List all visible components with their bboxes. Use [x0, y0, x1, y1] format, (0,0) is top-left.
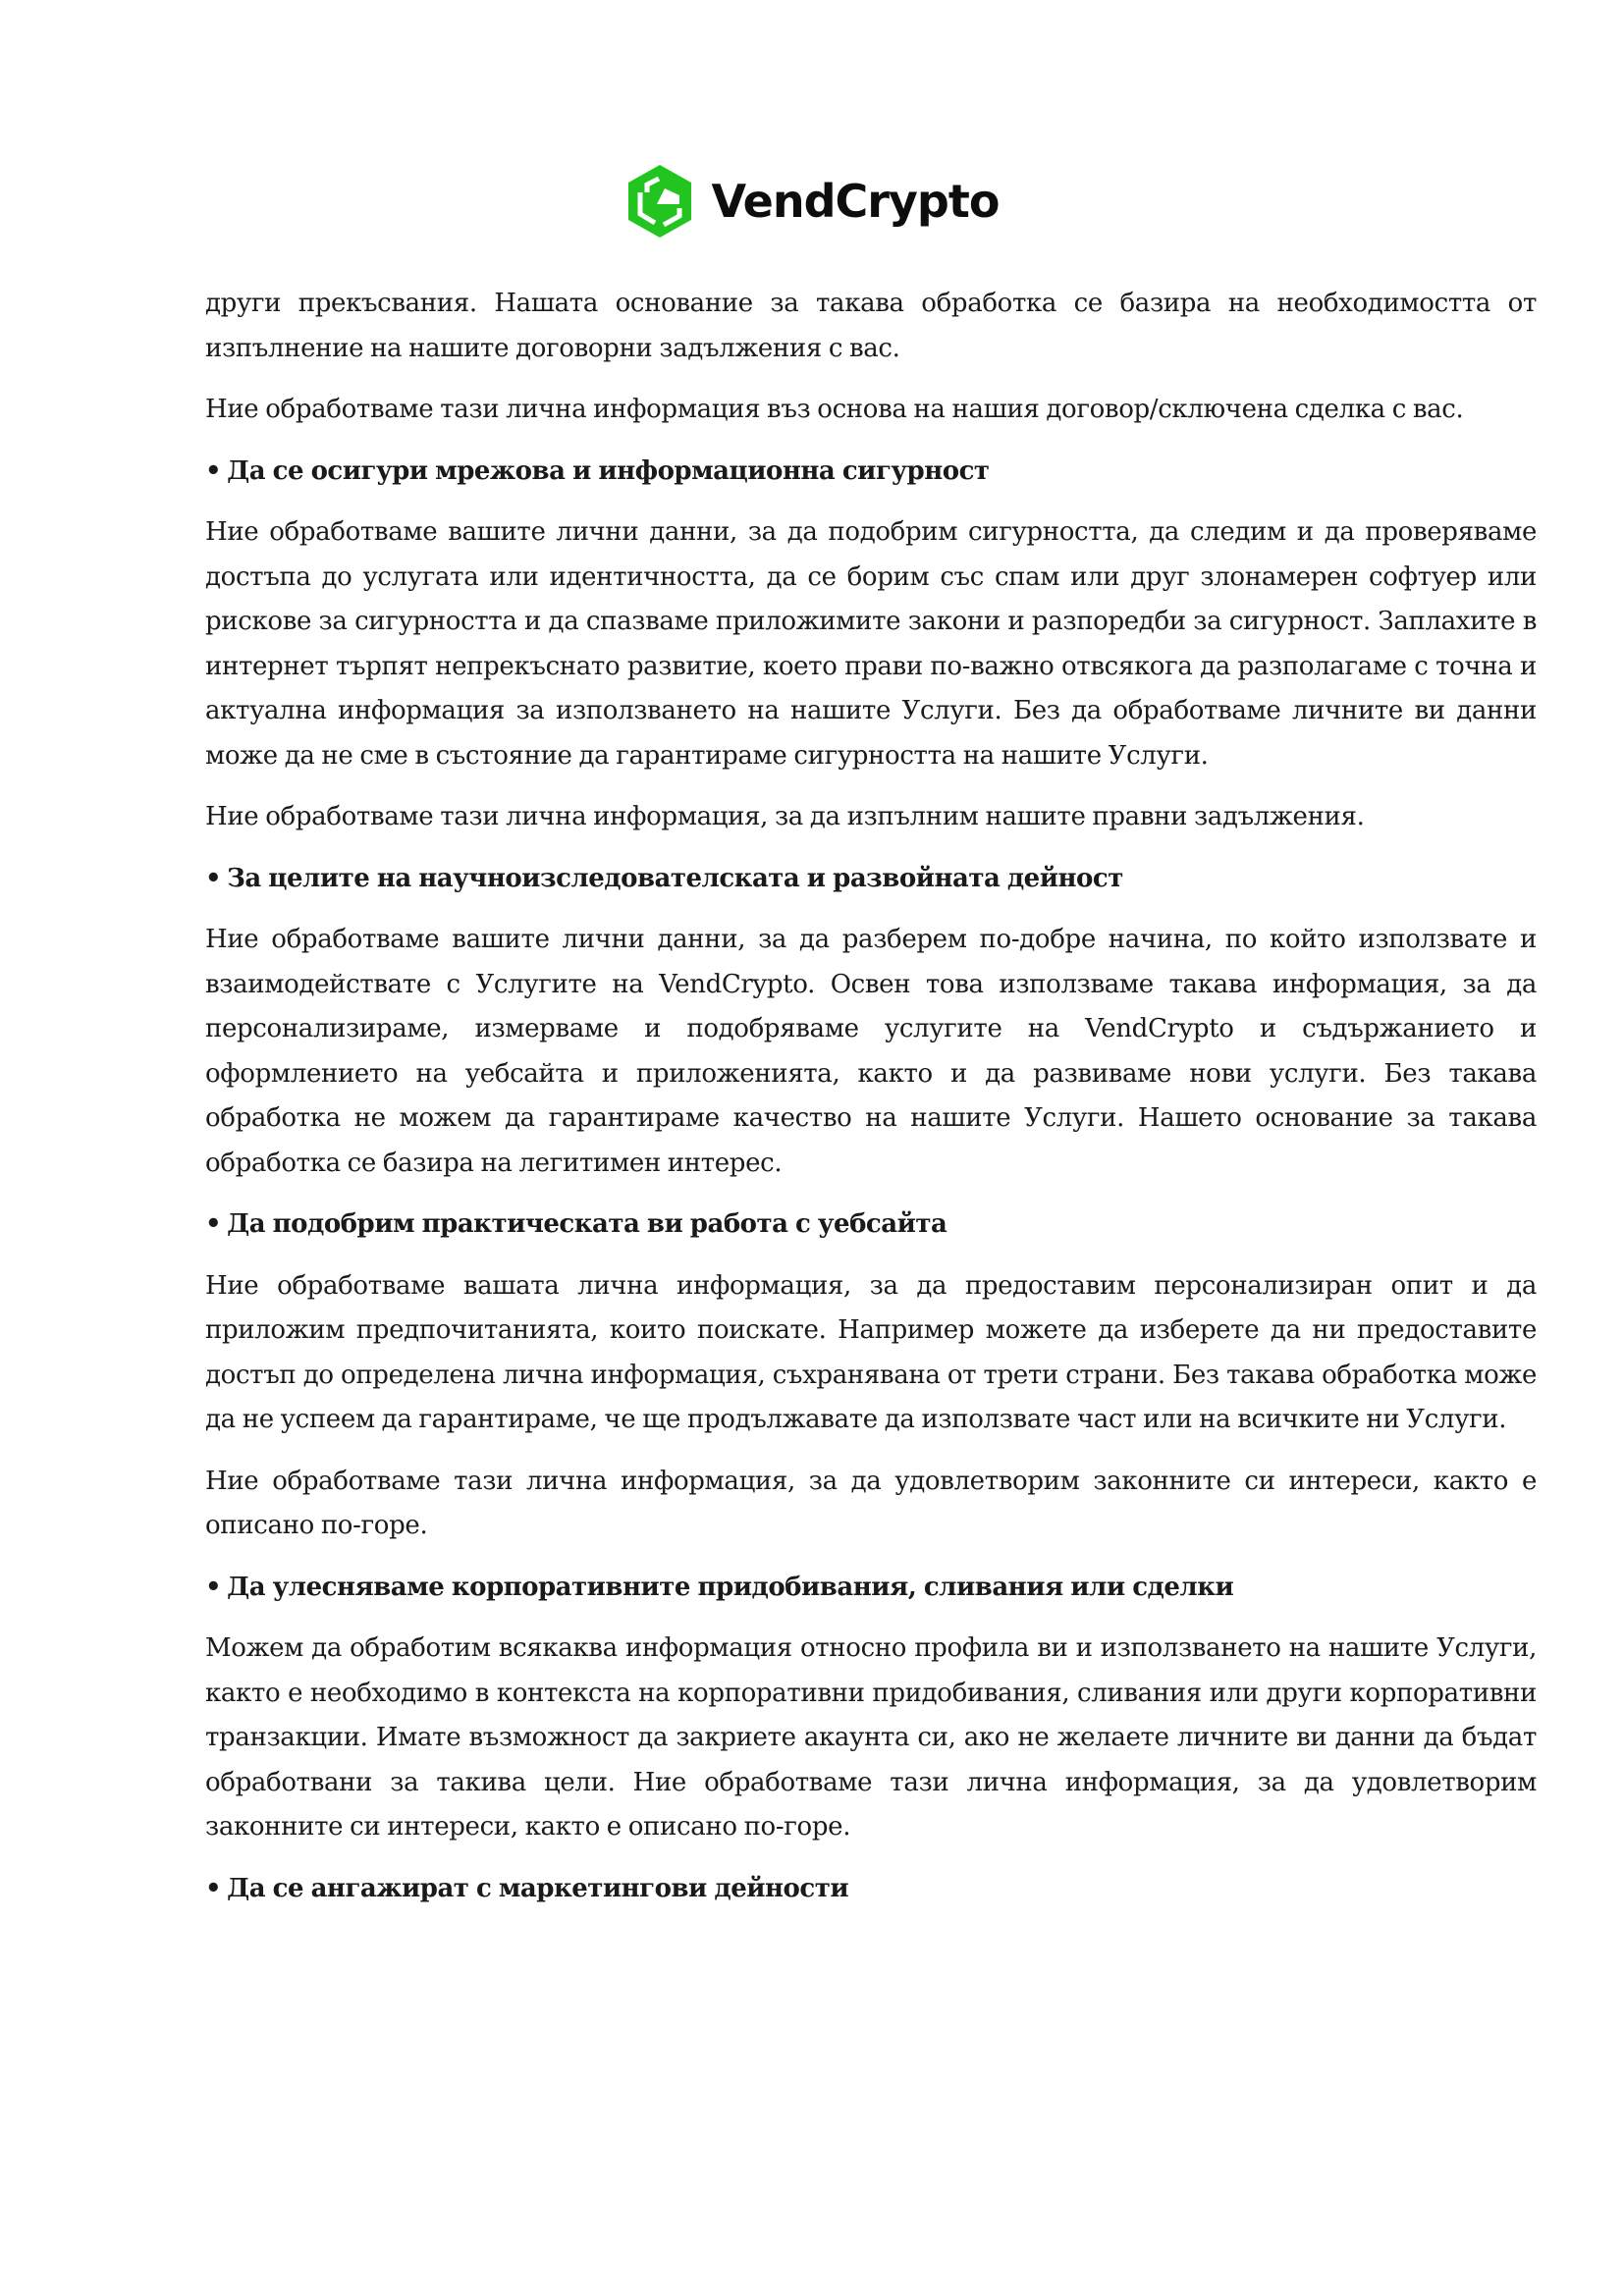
brand-logo — [625, 163, 1000, 240]
paragraph-contract-processing: Ние обработваме тази лична информация въз основа на нашия договор/сключена сделка с вас. — [205, 395, 1464, 424]
paragraph-legitimate-interests: Ние обработваме тази лична информация, за да удовлетворим законните си интереси, както е описано по-горе. — [205, 1466, 1537, 1540]
paragraph-legal-obligations: Ние обработваме тази лична информация, за да изпълним нашите правни задължения. — [205, 802, 1365, 831]
brand-name: VendCrypto — [711, 175, 1000, 228]
heading-text: За целите на научноизследователската и развойната дейност — [227, 863, 1123, 893]
heading-text: Да се ангажират с маркетингови дейности — [227, 1873, 849, 1903]
document-header — [0, 162, 1624, 240]
section-heading-website-experience — [205, 1202, 1537, 1248]
paragraph-research-details: Ние обработваме вашите лични данни, за да разберем по-добре начина, по който използвате и взаимодействате с Услугите на VendCrypto. Освен това използваме такава информация, за да персонализираме, измерваме и подобряваме услугите на VendCrypto и съдържанието и оформлението на уебсайта и приложенията, както и да развиваме нови услуги. Без такава обработка не можем да гарантираме качество на нашите Услуги. Нашето основание за такава обработка се базира на легитимен интерес. — [205, 925, 1537, 1178]
bullet-icon: • — [205, 863, 222, 893]
paragraph-corporate-details: Можем да обработим всякаква информация относно профила ви и използването на нашите Услуги, както е необходимо в контекста на корпоративни придобивания, сливания или други корпоративни транзакции. Имате възможност да закриете акаунта си, ако не желаете личните ви данни да бъдат обработвани за такива цели. Ние обработваме тази лична информация, за да удовлетворим законните си интереси, както е описано по-горе. — [205, 1633, 1537, 1842]
vendcrypto-hexagon-logo-icon — [625, 163, 694, 240]
document-body — [205, 282, 1537, 1928]
bullet-icon: • — [205, 455, 222, 486]
section-heading-network-security — [205, 450, 1537, 495]
section-heading-marketing — [205, 1867, 1537, 1912]
section-heading-corporate-transactions — [205, 1566, 1537, 1611]
heading-text: Да улесняваме корпоративните придобивания, сливания или сделки — [227, 1572, 1234, 1602]
bullet-icon: • — [205, 1572, 222, 1602]
heading-text: Да се осигури мрежова и информационна сигурност — [227, 455, 990, 486]
paragraph-security-details: Ние обработваме вашите лични данни, за да подобрим сигурността, да следим и да проверяваме достъпа до услугата или идентичността, да се борим със спам или друг злонамерен софтуер или рискове за сигурността и да спазваме приложимите закони и разпоредби за сигурност. Заплахите в интернет търпят непрекъснато развитие, което прави по-важно отвсякога да разполагаме с точна и актуална информация за използването на нашите Услуги. Без да обработваме личните ви данни може да не сме в състояние да гарантираме сигурността на нашите Услуги. — [205, 517, 1537, 771]
bullet-icon: • — [205, 1873, 222, 1903]
bullet-icon: • — [205, 1209, 222, 1239]
paragraph-contract-basis: други прекъсвания. Нашата основание за такава обработка се базира на необходимостта от изпълнение на нашите договорни задължения с вас. — [205, 289, 1537, 363]
section-heading-research-development — [205, 857, 1537, 902]
heading-text: Да подобрим практическата ви работа с уебсайта — [227, 1209, 947, 1239]
paragraph-experience-details: Ние обработваме вашата лична информация, за да предоставим персонализиран опит и да приложим предпочитанията, които поискате. Например можете да изберете да ни предоставите достъп до определена лична информация, съхранявана от трети страни. Без такава обработка може да не успеем да гарантираме, че ще продължавате да използвате част или на всичките ни Услуги. — [205, 1270, 1537, 1434]
